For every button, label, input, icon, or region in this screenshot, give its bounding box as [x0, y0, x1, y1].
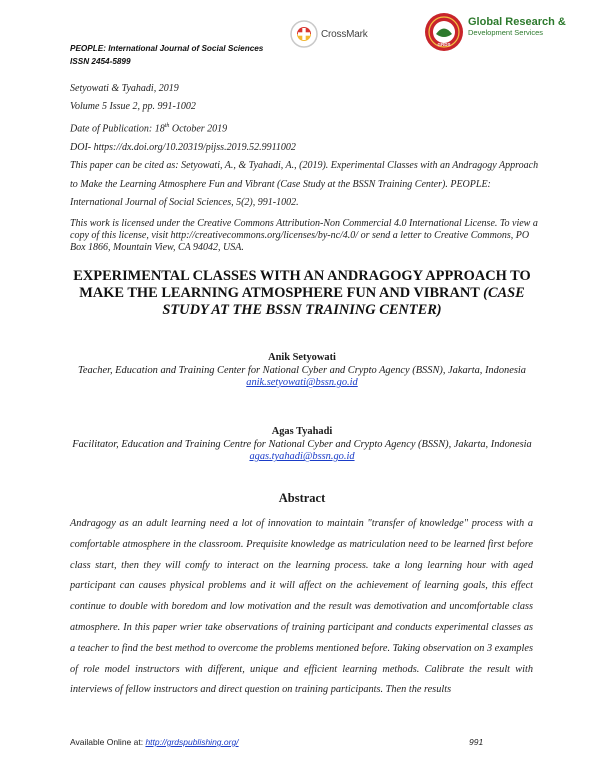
footer-url-link[interactable]: http://grdspublishing.org/ — [145, 737, 239, 747]
page-number: 991 — [469, 737, 484, 747]
publication-date: Date of Publication: 18th October 2019 — [70, 122, 228, 135]
journal-name: PEOPLE: International Journal of Social Sciences — [70, 44, 264, 53]
article-meta — [70, 80, 540, 254]
abstract-text: Andragogy as an adult learning need a lot of innovation to maintain "transfer of knowledge" process with a comfortable atmosphere in the classroom. Prequisite knowledge as matriculation need to be learned first before class start, then they will comfy to interact on the learning process. take a long learning hour with aged participant can causes physical problems and it will affect on the achievement of learning goals, this effect continue to double with boredom and low motivation and the result was demotivation and uncomfortable class atmosphere. In this paper wrier take observations of training participant and conducts experimental classes as a teacher to find the best method to overcome the problems mentioned before. Taking observation on 3 examples of role model instructors with different, unique and efficient learning methods. Calibrate the result with interviews of fellow instructors and direct question on training participants. Then the results — [70, 518, 533, 696]
grds-name-line2: Development Services — [468, 28, 544, 37]
author-email-link[interactable]: agas.tyahadi@bssn.go.id — [249, 451, 355, 463]
grds-seal-icon — [424, 12, 464, 52]
crossmark-label: CrossMark — [321, 28, 368, 40]
footer-available-label: Available Online at: — [70, 737, 146, 747]
author-affiliation: Facilitator, Education and Training Centre for National Cyber and Crypto Agency (BSSN), Jakarta, Indonesia — [72, 438, 532, 450]
doi-link[interactable]: DOI- https://dx.doi.org/10.20319/pijss.2019.52.9911002 — [70, 141, 296, 153]
license-text: This work is licensed under the Creative Commons Attribution-Non Commercial 4.0 International License. To view a copy of this license, visit http://creativecommons.org/licenses/by-nc/4.0/ or send a letter to Creative Commons, PO Box 1866, Mountain View, CA 94042, USA. — [70, 217, 538, 254]
author-affiliation: Teacher, Education and Training Center for National Cyber and Crypto Agency (BSSN), Jakarta, Indonesia — [78, 364, 526, 376]
citation-text: This paper can be cited as: Setyowati, A., & Tyahadi, A., (2019). Experimental Classes with an Andragogy Approach to Make the Learning Atmosphere Fun and Vibrant (Case Study at the BSSN Training Center). PEOPLE: International Journal of Social Sciences, 5(2), 991-1002. — [70, 159, 539, 209]
author-block-2 — [70, 426, 534, 464]
author-name: Anik Setyowati — [268, 352, 336, 363]
crossmark-icon — [290, 20, 318, 48]
grds-logo — [424, 12, 566, 52]
title-italic: (CASE STUDY AT THE BSSN TRAINING CENTER) — [162, 285, 525, 318]
grds-name-line1: Global Research & — [468, 16, 566, 28]
author-block-1 — [70, 352, 534, 390]
volume-issue: Volume 5 Issue 2, pp. 991-1002 — [70, 101, 196, 113]
journal-info — [70, 42, 263, 68]
grds-seal-text: GRDS — [437, 42, 451, 47]
crossmark-badge[interactable] — [290, 20, 368, 48]
author-name: Agas Tyahadi — [271, 426, 333, 437]
abstract-heading: Abstract — [278, 491, 326, 505]
author-email-link[interactable]: anik.setyowati@bssn.go.id — [246, 377, 358, 389]
journal-issn: ISSN 2454-5899 — [70, 57, 131, 66]
paper-title — [70, 268, 534, 319]
authors-year: Setyowati & Tyahadi, 2019 — [70, 83, 179, 94]
title-main: EXPERIMENTAL CLASSES WITH AN ANDRAGOGY APPROACH TO MAKE THE LEARNING ATMOSPHERE FUN AND VIBRANT — [73, 268, 531, 301]
page-footer — [70, 737, 530, 747]
